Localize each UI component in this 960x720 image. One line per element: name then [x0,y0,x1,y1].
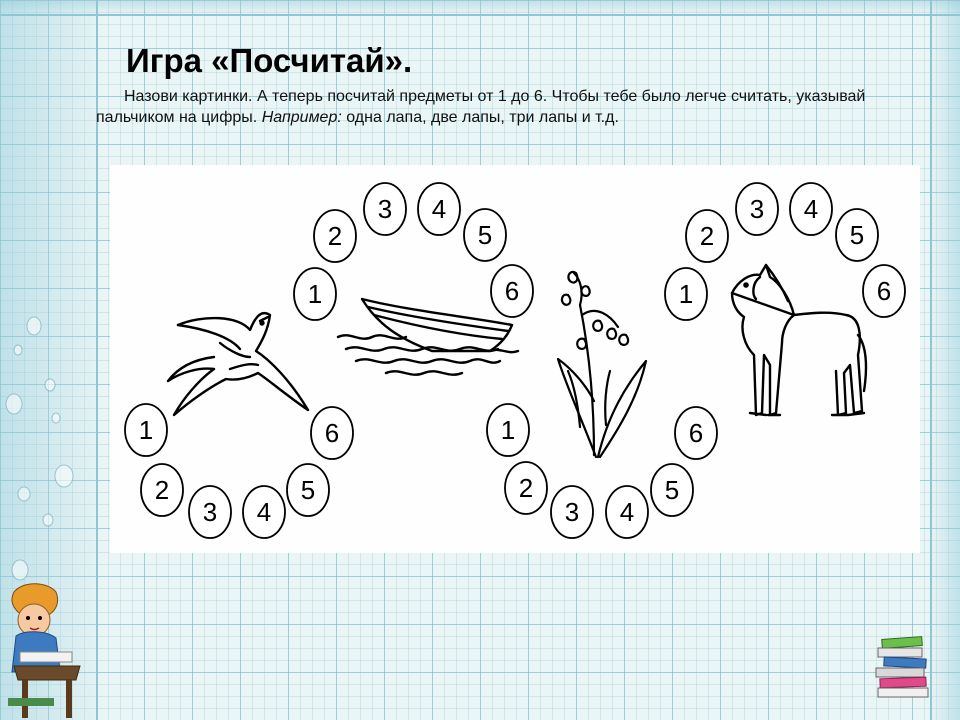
water-drops [0,0,96,600]
number-label: 5 [849,220,865,250]
number-label: 1 [500,415,516,445]
number-label: 4 [256,497,272,527]
counting-arc-swallow-bird [125,404,353,538]
number-label: 4 [619,497,635,527]
counting-arc-lily-of-the-valley [487,404,717,538]
number-label: 1 [307,279,323,309]
number-label: 2 [518,473,534,503]
number-label: 5 [664,475,680,505]
number-label: 6 [688,418,704,448]
number-label: 4 [803,194,819,224]
number-label: 3 [749,194,765,224]
right-frame [932,0,960,720]
horse-picture [732,265,866,415]
number-label: 1 [678,279,694,309]
number-label: 3 [377,194,393,224]
counting-arc-horse [665,183,905,320]
page-title: Игра «Посчитай». [126,42,413,79]
number-label: 1 [138,415,154,445]
frame-line [930,0,932,720]
number-label: 4 [431,194,447,224]
example-text: одна лапа, две лапы, три лапы и т.д. [346,109,619,126]
swallow-bird-picture [168,313,308,415]
number-label: 3 [564,497,580,527]
counting-board [110,165,920,553]
boy-at-desk [0,580,90,720]
top-frame [0,0,960,14]
number-label: 6 [324,418,340,448]
number-label: 2 [154,475,170,505]
number-label: 2 [699,221,715,251]
book-stack [870,628,940,700]
task-description [96,86,926,128]
number-label: 2 [327,221,343,251]
number-label: 5 [300,475,316,505]
number-label: 5 [477,220,493,250]
number-label: 3 [202,497,218,527]
number-label: 6 [876,276,892,306]
boat-picture [338,299,518,375]
lily-of-the-valley-picture [558,272,646,457]
description-text: Назови картинки. А теперь посчитай предметы от 1 до 6. Чтобы тебе было легче считать, указывай пальчиком на цифры. [96,88,866,126]
example-label: Например: [261,109,342,126]
counting-arc-boat [294,183,533,320]
number-label: 6 [504,276,520,306]
frame-line [0,14,960,16]
